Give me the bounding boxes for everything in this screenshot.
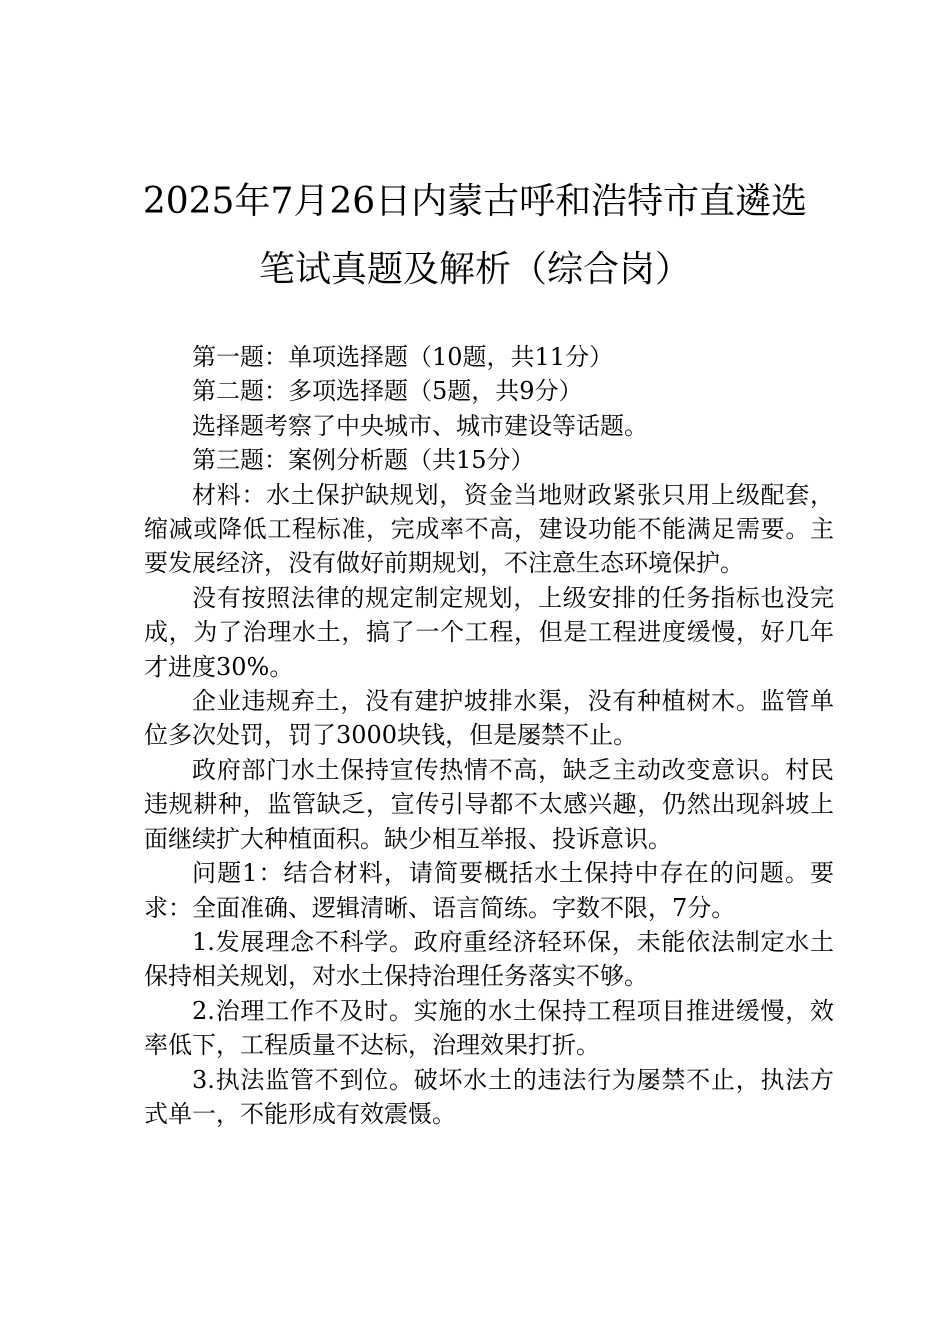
paragraph-section-2: 第二题：多项选择题（5题，共9分） — [192, 377, 583, 406]
paragraph-material-planning: 没有按照法律的规定制定规划，上级安排的任务指标也没完成，为了治理水土，搞了一个工程，但是工程进度缓慢，好几年才进度30%。 — [144, 583, 834, 681]
paragraph-material-intro: 材料：水土保护缺规划，资金当地财政紧张只用上级配套，缩减或降低工程标准，完成率不高，建设功能不能满足需要。主要发展经济，没有做好前期规划，不注意生态环境保护。 — [144, 480, 834, 578]
paragraph-section-3: 第三题：案例分析题（共15分） — [192, 446, 535, 475]
paragraph-answer-1: 1.发展理念不科学。政府重经济轻环保，未能依法制定水土保持相关规划，对水土保持治理任务落实不够。 — [144, 927, 834, 991]
document-body — [144, 340, 834, 1131]
paragraph-material-government: 政府部门水土保持宣传热情不高，缺乏主动改变意识。村民违规耕种，监管缺乏，宣传引导都不太感兴趣，仍然出现斜坡上面继续扩大种植面积。缺少相互举报、投诉意识。 — [144, 755, 834, 853]
paragraph-section-1: 第一题：单项选择题（10题，共11分） — [192, 343, 614, 371]
paragraph-question-1: 问题1：结合材料，请简要概括水土保持中存在的问题。要求：全面准确、逻辑清晰、语言简练。字数不限，7分。 — [144, 859, 834, 922]
paragraph-answer-3: 3.执法监管不到位。破坏水土的违法行为屡禁不止，执法方式单一，不能形成有效震慑。 — [144, 1065, 834, 1128]
paragraph-choice-topics: 选择题考察了中央城市、城市建设等话题。 — [192, 411, 648, 440]
document-title-line-1: 2025年7月26日内蒙古呼和浩特市直遴选 — [142, 181, 808, 222]
document-title-line-2: 笔试真题及解析（综合岗） — [258, 249, 691, 290]
paragraph-answer-2: 2.治理工作不及时。实施的水土保持工程项目推进缓慢，效率低下，工程质量不达标，治理效果打折。 — [144, 996, 834, 1060]
paragraph-material-enterprise: 企业违规弃土，没有建护坡排水渠，没有种植树木。监管单位多次处罚，罚了3000块钱，但是屡禁不止。 — [144, 687, 834, 750]
